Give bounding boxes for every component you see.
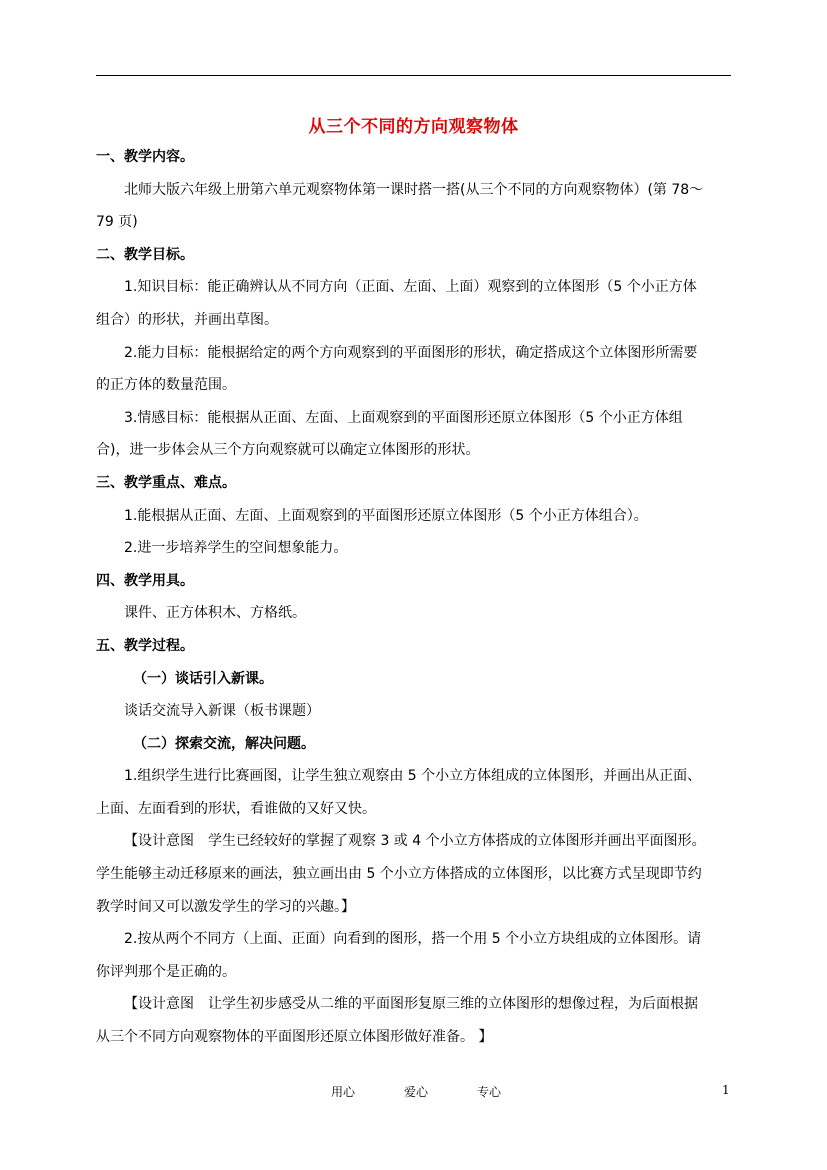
paragraph-line: 教学时间又可以激发学生的学习的兴趣。】: [96, 898, 355, 915]
paragraph-line: 上面、左面看到的形状，看谁做的又好又快。: [96, 800, 376, 817]
paragraph-line: 2.按从两个不同方（上面、正面）向看到的图形，搭一个用 5 个小立方块组成的立体图形。请: [124, 931, 702, 948]
paragraph-line: 2.能力目标：能根据给定的两个方向观察到的平面图形的形状，确定搭成这个立体图形所需要: [124, 344, 698, 361]
paragraph-line: 学生能够主动迁移原来的画法，独立画出由 5 个小立方体搭成的立体图形，以比赛方式呈现即节约: [96, 866, 702, 883]
section-heading-tools: 四、教学用具。: [96, 572, 194, 589]
section-heading-key-points: 三、教学重点、难点。: [96, 474, 236, 491]
paragraph-line: 北师大版六年级上册第六单元观察物体第一课时搭一搭(从三个不同的方向观察物体）(第 78～: [124, 181, 704, 198]
subsection-heading: （一）谈话引入新课。: [133, 670, 273, 687]
footer-slogan-word: 用心: [331, 1085, 356, 1099]
paragraph-line: 1.能根据从正面、左面、上面观察到的平面图形还原立体图形（5 个小正方体组合）。: [124, 507, 648, 524]
paragraph-line: 1.组织学生进行比赛画图，让学生独立观察由 5 个小立方体组成的立体图形，并画出从正面、: [124, 768, 702, 785]
section-heading-content: 一、教学内容。: [96, 149, 194, 165]
paragraph-line: 【设计意图 让学生初步感受从二维的平面图形复原三维的立体图形的想像过程，为后面根据: [124, 996, 698, 1013]
paragraph-line: 课件、正方体积木、方格纸。: [124, 605, 306, 622]
footer-slogan-word: 专心: [476, 1085, 501, 1099]
paragraph-line: 合)，进一步体会从三个方向观察就可以确定立体图形的形状。: [96, 442, 480, 459]
subsection-heading: （二）探索交流，解决问题。: [133, 735, 315, 752]
footer-slogan: [331, 1083, 501, 1100]
paragraph-line: 的正方体的数量范围。: [96, 377, 236, 394]
paragraph-line: 1.知识目标：能正确辨认从不同方向（正面、左面、上面）观察到的立体图形（5 个小正方体: [124, 279, 697, 296]
document-body: [96, 147, 732, 1060]
header-rule: [96, 75, 731, 76]
paragraph-line: 谈话交流导入新课（板书课题）: [124, 703, 320, 720]
section-heading-process: 五、教学过程。: [96, 637, 194, 654]
section-heading-goals: 二、教学目标。: [96, 246, 194, 263]
footer-slogan-word: 爱心: [403, 1085, 428, 1099]
paragraph-line: 从三个不同方向观察物体的平面图形还原立体图形做好准备。 】: [96, 1029, 493, 1046]
paragraph-line: 你评判那个是正确的。: [96, 963, 236, 980]
page-number: 1: [722, 1083, 730, 1097]
paragraph-line: 【设计意图 学生已经较好的掌握了观察 3 或 4 个小立方体搭成的立体图形并画出平面图形。: [124, 833, 706, 850]
document-title: 从三个不同的方向观察物体: [308, 117, 519, 137]
paragraph-line: 3.情感目标：能根据从正面、左面、上面观察到的平面图形还原立体图形（5 个小正方体组: [124, 409, 683, 426]
paragraph-line: 79 页): [96, 214, 138, 231]
paragraph-line: 组合）的形状，并画出草图。: [96, 311, 278, 328]
page-footer: [0, 1083, 827, 1103]
paragraph-line: 2.进一步培养学生的空间想象能力。: [124, 540, 348, 557]
